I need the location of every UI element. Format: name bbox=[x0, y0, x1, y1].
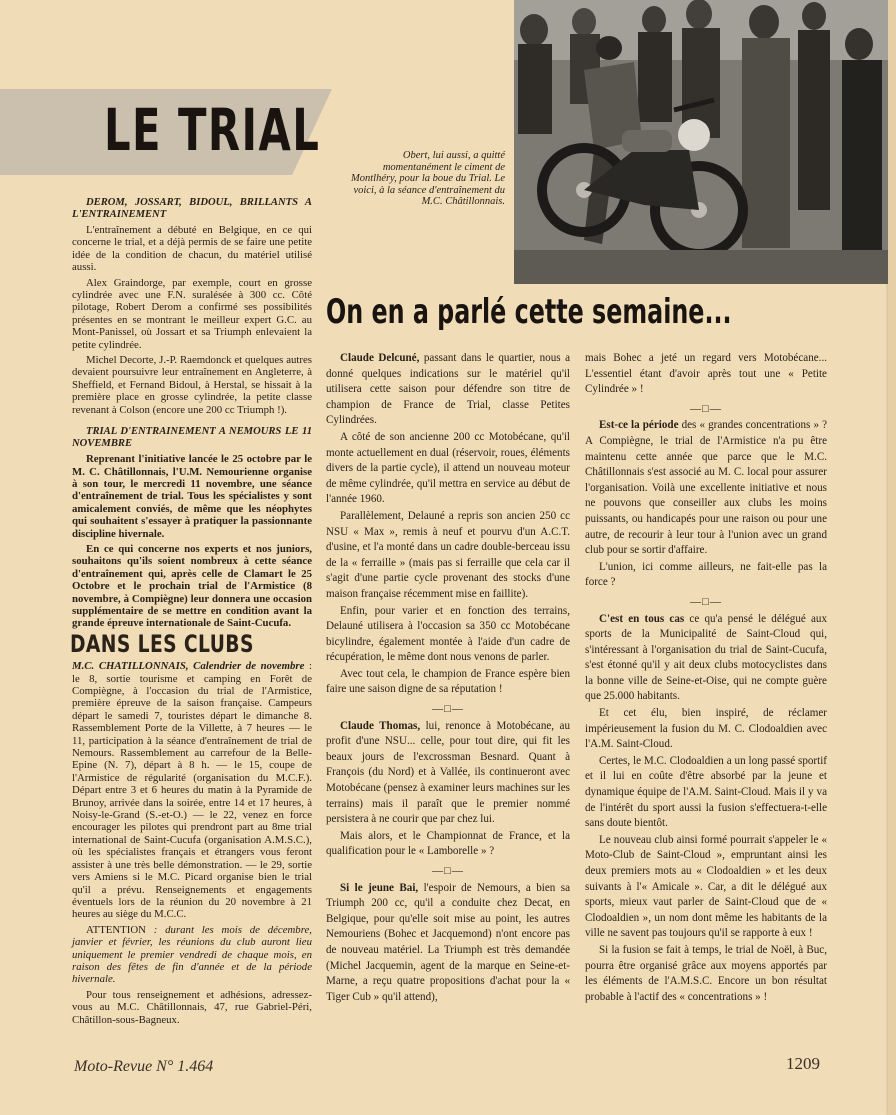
lead-name: Est-ce la période bbox=[599, 419, 679, 432]
article-text: ce qu'a pensé le délégué aux sports de la Municipalité de Saint-Cloud qui, s'intéressant à l'organisation du trial de Saint-Cucufa, s'est étonné qu'il y ait deux clubs motocyclistes dans la bonne ville de Seine-et-Oise, qui ne compte guère que 25.000 habitants. bbox=[585, 612, 827, 703]
club-contact: Pour tous renseignement et adhésions, adressez-vous au M.C. Châtillonnais, 47, rue Gabriel-Péri, Châtillon-sous-Bagneux. bbox=[72, 988, 312, 1026]
article-paragraph: En ce qui concerne nos experts et nos juniors, souhaitons qu'ils soient nombreux à cette séance d'entraînement qui, après celle de Clamart le 25 Octobre et le prochain trial de l'Armistice (8 novembre, à Compiègne) leur donnera une occasion supplémentaire de se mettre en condition avant la grande épreuve internationale de Saint-Cucufa. bbox=[72, 542, 312, 630]
separator: —□— bbox=[690, 402, 722, 415]
lead-name: Si le jeune Bai, bbox=[340, 881, 419, 894]
page-title: LE TRIAL bbox=[104, 96, 321, 164]
page-edge bbox=[888, 0, 896, 1115]
article-paragraph: Avec tout cela, le champion de France espère bien faire une saison digne de sa réputation ! bbox=[326, 667, 570, 696]
section-subhead: DEROM, JOSSART, BIDOUL, BRILLANTS A L'ENTRAINEMENT bbox=[72, 197, 312, 220]
article-paragraph: Parallèlement, Delauné a repris son ancien 250 cc NSU « Max », remis à neuf et pourvu d'un A.C.T. d'usine, et l'a monté dans un cadre double-berceau issu de la « ferraille » (mais pas si ferraille que cela car il s'agit d'une partie cycle provenant des stocks d'une maison française récemment mise en faillite). bbox=[326, 509, 570, 600]
main-headline: On en a parlé cette semaine... bbox=[326, 292, 732, 332]
article-paragraph: Reprenant l'initiative lancée le 25 octobre par le M. C. Châtillonnais, l'U.M. Nemourienne organise à son tour, le mercredi 11 novembre, une séance d'entraînement de trial. Tous les spécialistes y sont amicalement conviés, de même que les néophytes qui souhaitent s'essayer à pratiquer la passionnante discipline hivernale. bbox=[72, 453, 312, 540]
right-column bbox=[585, 351, 827, 1006]
article-text: lui, renonce à Motobécane, au profit d'une NSU... celle, pour tout dire, qui fit les beaux jours de l'excrossman Besnard. Quant à François (du Nord) et à Vallée, ils continueront avec Motobécane (pensez à examiner leurs machines sur les terrains) mais il paraît que le premier nommé persistera à ne courir que par chez lui. bbox=[326, 719, 570, 826]
trial-photo bbox=[514, 0, 888, 284]
article-text: des « grandes concentrations » ? A Compiègne, le trial de l'Armistice n'a pu être maintenu cette année que parce que le M.C. Châtillonnais s'est associé au M. C. local pour assurer l'organisation. Voilà une excellente initiative et nous ne pouvons que conseiller aux clubs les moins puissants, ou handicapés pour une raison ou pour une autre, de recourir à leur tour à l'union avec un grand club pour se sortir d'affaire. bbox=[585, 419, 827, 557]
middle-column bbox=[326, 351, 570, 1006]
clubs-title: DANS LES CLUBS bbox=[70, 629, 254, 658]
lead-name: C'est en tous cas bbox=[599, 612, 685, 625]
article-paragraph: L'entraînement a débuté en Belgique, en ce qui concerne le trial, et a déjà permis de se faire une petite idée de la condition de chacun, du matériel utilisé aussi. bbox=[72, 224, 312, 274]
article-paragraph: Certes, le M.C. Clodoaldien a un long passé sportif et il lui en coûte d'être absorbé par la jeune et dynamique équipe de l'A.M. Saint-Cloud. Mais il y va de l'intérêt du sport aussi la fusion s'effectuera-t-elle sans doute bientôt. bbox=[585, 754, 827, 830]
separator: —□— bbox=[432, 865, 464, 877]
club-intro: Calendrier de novembre bbox=[193, 660, 305, 673]
article-paragraph: Le nouveau club ainsi formé pourrait s'appeler le « Moto-Club de Saint-Cloud », empruntant ainsi les deux premiers mots au « Clodoaldien » et les deux suivants à l'« Amicale ». Car, a dit le délégué aux sports, mieux vaut parler de Saint-Cloud que de « Clodoaldien », un nom dont même les habitants de la ville ne savent pas toujours qu'il se rapporte à eux ! bbox=[585, 833, 827, 940]
attention-label: ATTENTION bbox=[86, 923, 146, 936]
article-text: l'espoir de Nemours, a bien sa Triumph 200 cc, qu'il a conduite chez Decat, en Belgique, pour qu'elle soit mise au point, les autres Nemouriens (Bohec et Jacquemond) n'ont encore pas de nouveau matériel. La Triumph est très demandée (Michel Jacquemin, agent de la marque en Seine-et-Marne, a reçu quatre propositions d'achat pour la « Tiger Cub » qu'il attend), bbox=[326, 881, 570, 1003]
article-paragraph: Enfin, pour varier et en fonction des terrains, Delauné utilisera à l'occasion sa 350 cc Motobécane bicylindre, également montée à l'aide d'un cadre de récupération, le même dont nous venons de parler. bbox=[326, 604, 570, 664]
club-paragraph bbox=[72, 924, 312, 986]
article-paragraph: Mais alors, et le Championnat de France, et la qualification pour le « Lamborelle » ? bbox=[326, 829, 570, 858]
photo-illustration bbox=[514, 0, 888, 284]
separator: —□— bbox=[432, 703, 464, 716]
club-name: M.C. CHATILLONNAIS, bbox=[72, 660, 189, 673]
article-paragraph: Michel Decorte, J.-P. Raemdonck et quelques autres devaient poursuivre leur entraînement en Angleterre, à Sheffield, et Fernand Bidoul, à Herstal, se hissait à la première place en grosse cylindrée, la petite classe revenant à Colson (encore une 200 cc Triumph !). bbox=[72, 354, 312, 416]
lead-name: Claude Delcuné, bbox=[340, 352, 420, 364]
article-text: passant dans le quartier, nous a donné quelques indications sur le matériel qu'il utilisera cette saison pour défendre son titre de champion de France de Trial, classe Petites Cylindrées. bbox=[326, 352, 570, 427]
magazine-issue: Moto-Revue N° 1.464 bbox=[74, 1058, 214, 1075]
separator: —□— bbox=[690, 595, 722, 608]
article-paragraph: Et cet élu, bien inspiré, de réclamer impérieusement la fusion du M. C. Clodoaldien avec l'A.M. Saint-Cloud. bbox=[585, 707, 827, 751]
page-number: 1209 bbox=[786, 1054, 820, 1073]
article-paragraph: Si la fusion se fait à temps, le trial de Noël, à Buc, pourra être organisé grâce aux moyens apportés par les éléments de l'A.M.S.C. Encore un bon résultat probable à l'actif des « concentrations » ! bbox=[585, 943, 827, 1003]
article-paragraph: mais Bohec a jeté un regard vers Motobécane... L'essentiel étant d'avoir après tout une « Petite Cylindrée » ! bbox=[585, 352, 827, 396]
attention-text: : durant les mois de décembre, janvier et février, les réunions du club auront lieu uniquement le premier vendredi de chaque mois, en raison des fêtes de fin d'année et de la période hivernale. bbox=[72, 923, 312, 986]
article-paragraph: L'union, ici comme ailleurs, ne fait-elle pas la force ? bbox=[585, 560, 827, 589]
club-calendar: : le 8, sortie tourisme et camping en Forêt de Compiègne, à l'occasion du trial de l'Armistice, première épreuve de la saison française. Campeurs départ le samedi 7, touristes départ le dimanche 8. Rassemblement Porte de la Villette, à 7 heures — le 11, participation à la séance d'entraînement de trial de Nemours. Rassemblement au carrefour de la Belle-Epine (N. 7), départ à 8 h. — le 15, coupe de l'Armistice de régularité (organisation du M.C.F.). Départ entre 3 et 6 heures du matin à la Pyramide de Brunoy, arrivée dans la soirée, entre 14 et 17 heures, à Noisy-le-Grand (S.-et-O.) — le 22, venez en force encourager les pilotes qui prendront part au 8me trial international de Saint-Cucufa (organisation A.M.S.C.), où les spécialistes français et étrangers vous feront assister à une très belle démonstration. — le 29, sortie vers Amiens si le M.C. Picard organise bien le trial qu'il a prévu. Renseignements et engagements éventuels lors de la réunion du 20 novembre à 21 heures au siège du M.C.C. bbox=[72, 660, 313, 921]
section-subhead: TRIAL D'ENTRAINEMENT A NEMOURS LE 11 NOVEMBRE bbox=[72, 426, 312, 450]
left-column bbox=[72, 195, 312, 1029]
photo-caption: Obert, lui aussi, a quitté momentanément le ciment de Montlhéry, pour la boue du Trial. Le voici, à la séance d'entraînement du M.C. Châtillonnais. bbox=[350, 150, 505, 207]
lead-name: Claude Thomas, bbox=[340, 719, 421, 732]
article-paragraph: Alex Graindorge, par exemple, court en grosse cylindrée avec une F.N. suralésée à 300 cc. Côté pilotage, Robert Derom a confirmé ses possibilités présentes en se montrant le meilleur expert G.C. au Mont-Panissel, où Jossart et sa Triumph enlevaient la petite cylindrée. bbox=[72, 276, 312, 351]
club-paragraph bbox=[72, 660, 312, 921]
article-paragraph: A côté de son ancienne 200 cc Motobécane, qu'il monte actuellement en dual (réservoir, roues, éléments divers de la partie cycle), il attend un nouveau moteur de même cylindrée, qu'il mettra en service au début de l'année 1960. bbox=[326, 430, 570, 506]
